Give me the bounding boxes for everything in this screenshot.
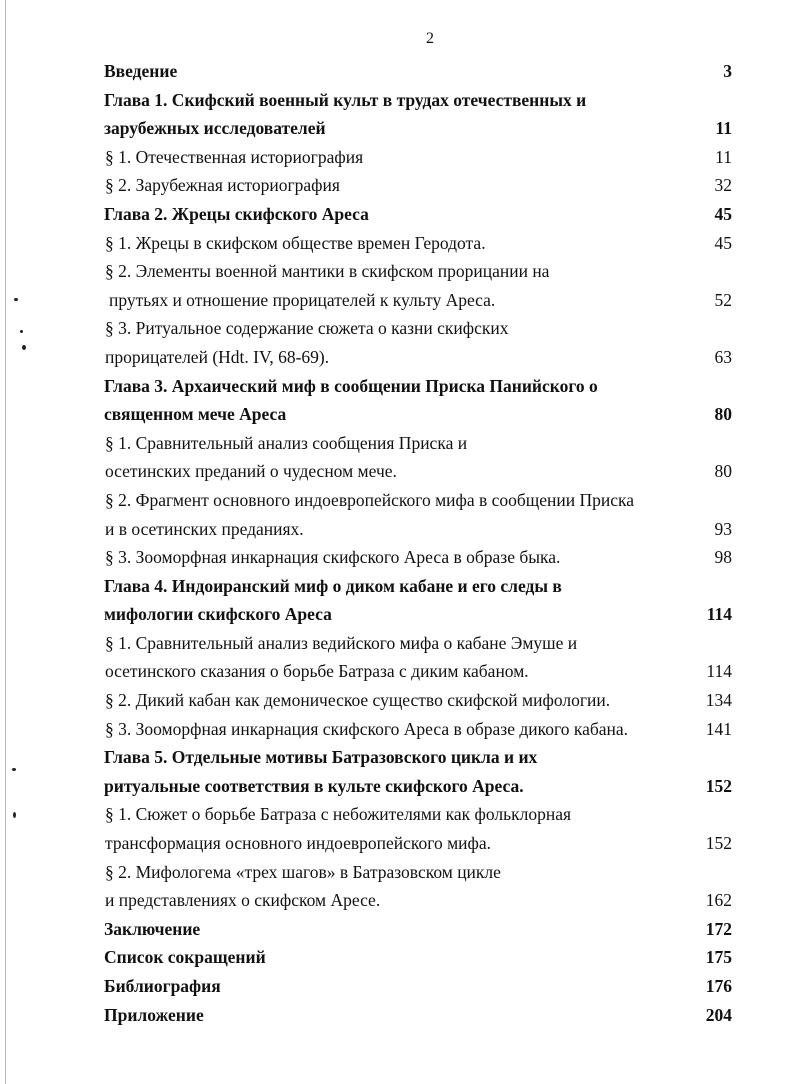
- toc-entry-title: и в осетинских преданиях.: [105, 518, 304, 539]
- toc-entry-title: § 1. Сравнительный анализ ведийского мифа о кабане Эмуше и: [105, 632, 578, 653]
- toc-subsection-line: [104, 715, 732, 744]
- toc-entry-title: § 1. Жрецы в скифском обществе времен Геродота.: [105, 232, 486, 253]
- toc-chapter-line: [104, 200, 732, 229]
- toc-section-line: [104, 943, 732, 972]
- toc-entry-title: § 2. Зарубежная историография: [105, 175, 340, 196]
- toc-entry-title: § 2. Мифологема «трех шагов» в Батразовском цикле: [105, 861, 501, 882]
- toc-subsection-line: [104, 286, 732, 315]
- toc-entry-page: 162: [705, 890, 732, 911]
- toc-section-line: [104, 915, 732, 944]
- toc-entry-title: Глава 2. Жрецы скифского Ареса: [104, 203, 369, 224]
- toc-entry-title: § 1. Сюжет о борьбе Батраза с небожителями как фольклорная: [105, 804, 572, 825]
- toc-entry-page: 45: [714, 232, 732, 253]
- scan-edge: [5, 0, 6, 1084]
- toc-entry-page: 3: [723, 61, 732, 81]
- toc-entry-title: Глава 4. Индоиранский миф о диком кабане и его следы в: [104, 575, 562, 596]
- toc-subsection-line: [104, 829, 732, 858]
- toc-entry-page: 134: [705, 690, 732, 711]
- toc-entry-title: § 3. Зооморфная инкарнация скифского Ареса в образе дикого кабана.: [105, 718, 629, 739]
- toc-entry-title: Приложение: [104, 1004, 204, 1025]
- toc-entry-page: 63: [714, 346, 732, 367]
- toc-entry-page: 11: [715, 118, 732, 139]
- toc-entry-title: § 2. Дикий кабан как демоническое существо скифской мифологии.: [105, 690, 611, 711]
- toc-entry-title: прутьях и отношение прорицателей к культу Ареса.: [109, 289, 496, 310]
- toc-subsection-line: [104, 143, 732, 172]
- toc-entry-title: § 1. Сравнительный анализ сообщения Приска и: [105, 432, 468, 453]
- toc-entry-title: трансформация основного индоевропейского мифа.: [105, 833, 492, 854]
- toc-subsection-line: [104, 257, 732, 286]
- toc-entry-title: § 3. Зооморфная инкарнация скифского Ареса в образе быка.: [105, 547, 561, 568]
- toc-entry-title: мифологии скифского Ареса: [104, 604, 332, 625]
- toc-entry-page: 80: [714, 461, 732, 482]
- scan-speck: [12, 768, 16, 771]
- toc-entry-title: прорицателей (Hdt. IV, 68-69).: [105, 346, 330, 367]
- table-of-contents: [104, 57, 732, 1029]
- toc-entry-title: § 3. Ритуальное содержание сюжета о казни скифских: [105, 318, 509, 339]
- toc-entry-title: Глава 5. Отдельные мотивы Батразовского цикла и их: [104, 747, 538, 768]
- toc-chapter-line: [104, 400, 732, 429]
- toc-chapter-line: [104, 86, 732, 115]
- toc-subsection-line: [104, 229, 732, 258]
- toc-subsection-line: [104, 171, 732, 200]
- toc-entry-title: § 2. Элементы военной мантики в скифском прорицании на: [105, 261, 550, 282]
- toc-entry-title: и представлениях о скифском Аресе.: [105, 890, 381, 911]
- toc-subsection-line: [104, 858, 732, 887]
- toc-section-line: [104, 57, 732, 86]
- toc-entry-title: Заключение: [104, 918, 201, 939]
- scan-speck: [20, 330, 23, 333]
- toc-subsection-line: [104, 457, 732, 486]
- toc-entry-title: осетинских преданий о чудесном мече.: [105, 461, 397, 482]
- toc-entry-page: 80: [714, 404, 732, 425]
- toc-subsection-line: [104, 314, 732, 343]
- toc-subsection-line: [104, 515, 732, 544]
- toc-entry-page: 114: [706, 604, 732, 625]
- toc-entry-page: 175: [705, 947, 732, 968]
- toc-subsection-line: [104, 629, 732, 658]
- toc-chapter-line: [104, 600, 732, 629]
- toc-entry-page: 93: [714, 518, 732, 539]
- toc-entry-page: 32: [714, 175, 732, 196]
- toc-chapter-line: [104, 572, 732, 601]
- toc-entry-title: осетинского сказания о борьбе Батраза с диким кабаном.: [105, 661, 529, 682]
- scan-speck: [22, 345, 26, 350]
- scan-speck: [14, 298, 18, 301]
- toc-entry-page: 45: [714, 203, 732, 224]
- toc-entry-page: 204: [705, 1004, 732, 1025]
- page-number: 2: [426, 30, 434, 47]
- toc-entry-page: 176: [705, 976, 732, 996]
- toc-entry-title: § 2. Фрагмент основного индоевропейского мифа в сообщении Приска: [105, 489, 635, 510]
- toc-entry-page: 141: [705, 718, 732, 739]
- toc-entry-title: Введение: [104, 61, 178, 81]
- toc-entry-title: Список сокращений: [104, 947, 266, 968]
- toc-entry-title: священном мече Ареса: [104, 404, 287, 425]
- toc-subsection-line: [104, 343, 732, 372]
- toc-entry-page: 152: [705, 833, 732, 854]
- toc-subsection-line: [104, 686, 732, 715]
- toc-chapter-line: [104, 372, 732, 401]
- toc-entry-title: Глава 1. Скифский военный культ в трудах отечественных и: [104, 89, 587, 110]
- toc-subsection-line: [104, 800, 732, 829]
- toc-subsection-line: [104, 486, 732, 515]
- toc-entry-page: 114: [706, 661, 732, 682]
- toc-subsection-line: [104, 429, 732, 458]
- toc-chapter-line: [104, 743, 732, 772]
- toc-entry-title: Глава 3. Архаический миф в сообщении Приска Панийского о: [104, 375, 598, 396]
- toc-entry-page: 172: [705, 918, 732, 939]
- toc-chapter-line: [104, 772, 732, 801]
- toc-subsection-line: [104, 657, 732, 686]
- toc-entry-title: Библиография: [104, 976, 221, 996]
- toc-entry-title: ритуальные соответствия в культе скифского Ареса.: [104, 775, 524, 796]
- toc-subsection-line: [104, 886, 732, 915]
- toc-entry-title: § 1. Отечественная историография: [105, 146, 364, 167]
- toc-section-line: [104, 972, 732, 1001]
- toc-subsection-line: [104, 543, 732, 572]
- scan-speck: [13, 812, 16, 818]
- toc-entry-page: 152: [705, 775, 732, 796]
- toc-entry-page: 98: [714, 547, 732, 568]
- toc-section-line: [104, 1001, 732, 1030]
- toc-entry-page: 52: [714, 289, 732, 310]
- toc-entry-title: зарубежных исследователей: [104, 118, 326, 139]
- toc-chapter-line: [104, 114, 732, 143]
- toc-entry-page: 11: [715, 146, 732, 167]
